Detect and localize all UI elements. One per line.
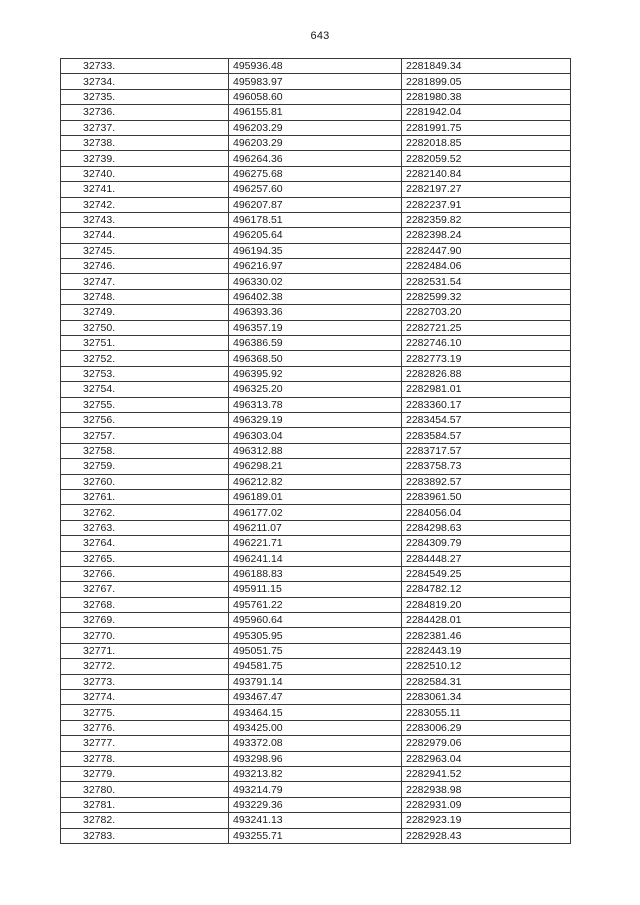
- y-coordinate-cell: 2282826.88: [402, 366, 571, 381]
- y-coordinate-cell: 2283061.34: [402, 690, 571, 705]
- x-coordinate-cell: 496357.19: [229, 320, 402, 335]
- x-coordinate-cell: 493241.13: [229, 813, 402, 828]
- y-coordinate-cell: 2281980.38: [402, 89, 571, 104]
- x-coordinate-cell: 493213.82: [229, 766, 402, 781]
- table-row: [61, 736, 571, 751]
- point-number-cell: 32743.: [61, 212, 229, 227]
- point-number-cell: 32754.: [61, 382, 229, 397]
- x-coordinate-cell: 493229.36: [229, 797, 402, 812]
- x-coordinate-cell: 493464.15: [229, 705, 402, 720]
- x-coordinate-cell: 496325.20: [229, 382, 402, 397]
- table-row: [61, 643, 571, 658]
- point-number-cell: 32781.: [61, 797, 229, 812]
- x-coordinate-cell: 496177.02: [229, 505, 402, 520]
- point-number-cell: 32756.: [61, 412, 229, 427]
- y-coordinate-cell: 2282018.85: [402, 135, 571, 150]
- x-coordinate-cell: 496241.14: [229, 551, 402, 566]
- y-coordinate-cell: 2281849.34: [402, 59, 571, 74]
- table-row: [61, 289, 571, 304]
- x-coordinate-cell: 496178.51: [229, 212, 402, 227]
- y-coordinate-cell: 2282721.25: [402, 320, 571, 335]
- point-number-cell: 32765.: [61, 551, 229, 566]
- point-number-cell: 32776.: [61, 720, 229, 735]
- point-number-cell: 32777.: [61, 736, 229, 751]
- point-number-cell: 32769.: [61, 613, 229, 628]
- table-row: [61, 259, 571, 274]
- y-coordinate-cell: 2282398.24: [402, 228, 571, 243]
- table-row: [61, 135, 571, 150]
- y-coordinate-cell: 2282359.82: [402, 212, 571, 227]
- point-number-cell: 32779.: [61, 766, 229, 781]
- x-coordinate-cell: 495051.75: [229, 643, 402, 658]
- table-row: [61, 89, 571, 104]
- table-row: [61, 243, 571, 258]
- point-number-cell: 32741.: [61, 182, 229, 197]
- point-number-cell: 32750.: [61, 320, 229, 335]
- x-coordinate-cell: 495305.95: [229, 628, 402, 643]
- table-row: [61, 536, 571, 551]
- table-row: [61, 520, 571, 535]
- x-coordinate-cell: 496298.21: [229, 459, 402, 474]
- y-coordinate-cell: 2282599.32: [402, 289, 571, 304]
- x-coordinate-cell: 496203.29: [229, 135, 402, 150]
- x-coordinate-cell: 496330.02: [229, 274, 402, 289]
- table-row: [61, 105, 571, 120]
- x-coordinate-cell: 496194.35: [229, 243, 402, 258]
- x-coordinate-cell: 496264.36: [229, 151, 402, 166]
- point-number-cell: 32761.: [61, 489, 229, 504]
- table-row: [61, 551, 571, 566]
- y-coordinate-cell: 2282941.52: [402, 766, 571, 781]
- y-coordinate-cell: 2282443.19: [402, 643, 571, 658]
- table-row: [61, 443, 571, 458]
- table-row: [61, 59, 571, 74]
- y-coordinate-cell: 2283892.57: [402, 474, 571, 489]
- y-coordinate-cell: 2281942.04: [402, 105, 571, 120]
- y-coordinate-cell: 2282923.19: [402, 813, 571, 828]
- point-number-cell: 32778.: [61, 751, 229, 766]
- y-coordinate-cell: 2283758.73: [402, 459, 571, 474]
- point-number-cell: 32766.: [61, 566, 229, 581]
- x-coordinate-cell: 495911.15: [229, 582, 402, 597]
- table-row: [61, 782, 571, 797]
- point-number-cell: 32734.: [61, 74, 229, 89]
- y-coordinate-cell: 2283360.17: [402, 397, 571, 412]
- y-coordinate-cell: 2283584.57: [402, 428, 571, 443]
- point-number-cell: 32740.: [61, 166, 229, 181]
- y-coordinate-cell: 2282484.06: [402, 259, 571, 274]
- y-coordinate-cell: 2282928.43: [402, 828, 571, 843]
- coordinate-table-body: [61, 59, 571, 844]
- point-number-cell: 32783.: [61, 828, 229, 843]
- x-coordinate-cell: 496275.68: [229, 166, 402, 181]
- point-number-cell: 32736.: [61, 105, 229, 120]
- y-coordinate-cell: 2282584.31: [402, 674, 571, 689]
- x-coordinate-cell: 495761.22: [229, 597, 402, 612]
- table-row: [61, 166, 571, 181]
- x-coordinate-cell: 496368.50: [229, 351, 402, 366]
- page-number: 643: [310, 30, 330, 42]
- y-coordinate-cell: 2282773.19: [402, 351, 571, 366]
- point-number-cell: 32768.: [61, 597, 229, 612]
- point-number-cell: 32738.: [61, 135, 229, 150]
- table-row: [61, 613, 571, 628]
- y-coordinate-cell: 2282703.20: [402, 305, 571, 320]
- point-number-cell: 32758.: [61, 443, 229, 458]
- table-row: [61, 74, 571, 89]
- y-coordinate-cell: 2282197.27: [402, 182, 571, 197]
- y-coordinate-cell: 2281899.05: [402, 74, 571, 89]
- x-coordinate-cell: 496312.88: [229, 443, 402, 458]
- table-row: [61, 366, 571, 381]
- y-coordinate-cell: 2282981.01: [402, 382, 571, 397]
- table-row: [61, 674, 571, 689]
- point-number-cell: 32739.: [61, 151, 229, 166]
- table-row: [61, 766, 571, 781]
- y-coordinate-cell: 2284819.20: [402, 597, 571, 612]
- y-coordinate-cell: 2283055.11: [402, 705, 571, 720]
- point-number-cell: 32744.: [61, 228, 229, 243]
- point-number-cell: 32763.: [61, 520, 229, 535]
- point-number-cell: 32771.: [61, 643, 229, 658]
- y-coordinate-cell: 2282140.84: [402, 166, 571, 181]
- x-coordinate-cell: 496393.36: [229, 305, 402, 320]
- x-coordinate-cell: 496303.04: [229, 428, 402, 443]
- y-coordinate-cell: 2282979.06: [402, 736, 571, 751]
- point-number-cell: 32748.: [61, 289, 229, 304]
- x-coordinate-cell: 496188.83: [229, 566, 402, 581]
- y-coordinate-cell: 2282963.04: [402, 751, 571, 766]
- x-coordinate-cell: 496155.81: [229, 105, 402, 120]
- y-coordinate-cell: 2282746.10: [402, 336, 571, 351]
- point-number-cell: 32772.: [61, 659, 229, 674]
- x-coordinate-cell: 496203.29: [229, 120, 402, 135]
- table-row: [61, 659, 571, 674]
- table-row: [61, 459, 571, 474]
- point-number-cell: 32735.: [61, 89, 229, 104]
- table-row: [61, 228, 571, 243]
- x-coordinate-cell: 493467.47: [229, 690, 402, 705]
- y-coordinate-cell: 2283961.50: [402, 489, 571, 504]
- y-coordinate-cell: 2282381.46: [402, 628, 571, 643]
- table-row: [61, 120, 571, 135]
- table-row: [61, 505, 571, 520]
- table-row: [61, 320, 571, 335]
- y-coordinate-cell: 2282059.52: [402, 151, 571, 166]
- point-number-cell: 32770.: [61, 628, 229, 643]
- point-number-cell: 32749.: [61, 305, 229, 320]
- point-number-cell: 32757.: [61, 428, 229, 443]
- y-coordinate-cell: 2284782.12: [402, 582, 571, 597]
- y-coordinate-cell: 2284056.04: [402, 505, 571, 520]
- x-coordinate-cell: 496211.07: [229, 520, 402, 535]
- point-number-cell: 32755.: [61, 397, 229, 412]
- table-row: [61, 751, 571, 766]
- point-number-cell: 32760.: [61, 474, 229, 489]
- y-coordinate-cell: 2281991.75: [402, 120, 571, 135]
- x-coordinate-cell: 496189.01: [229, 489, 402, 504]
- table-row: [61, 597, 571, 612]
- x-coordinate-cell: 496329.19: [229, 412, 402, 427]
- x-coordinate-cell: 496395.92: [229, 366, 402, 381]
- table-row: [61, 489, 571, 504]
- table-row: [61, 336, 571, 351]
- table-row: [61, 305, 571, 320]
- point-number-cell: 32753.: [61, 366, 229, 381]
- x-coordinate-cell: 493298.96: [229, 751, 402, 766]
- table-row: [61, 197, 571, 212]
- x-coordinate-cell: 496221.71: [229, 536, 402, 551]
- y-coordinate-cell: 2282447.90: [402, 243, 571, 258]
- x-coordinate-cell: 494581.75: [229, 659, 402, 674]
- x-coordinate-cell: 496205.64: [229, 228, 402, 243]
- table-row: [61, 428, 571, 443]
- x-coordinate-cell: 493255.71: [229, 828, 402, 843]
- coordinate-table: [60, 58, 571, 844]
- x-coordinate-cell: 496386.59: [229, 336, 402, 351]
- x-coordinate-cell: 496058.60: [229, 89, 402, 104]
- x-coordinate-cell: 496402.38: [229, 289, 402, 304]
- point-number-cell: 32742.: [61, 197, 229, 212]
- point-number-cell: 32737.: [61, 120, 229, 135]
- x-coordinate-cell: 495936.48: [229, 59, 402, 74]
- point-number-cell: 32759.: [61, 459, 229, 474]
- point-number-cell: 32752.: [61, 351, 229, 366]
- y-coordinate-cell: 2282938.98: [402, 782, 571, 797]
- table-row: [61, 797, 571, 812]
- point-number-cell: 32773.: [61, 674, 229, 689]
- point-number-cell: 32746.: [61, 259, 229, 274]
- table-row: [61, 720, 571, 735]
- point-number-cell: 32751.: [61, 336, 229, 351]
- y-coordinate-cell: 2282237.91: [402, 197, 571, 212]
- x-coordinate-cell: 493425.00: [229, 720, 402, 735]
- table-row: [61, 566, 571, 581]
- point-number-cell: 32745.: [61, 243, 229, 258]
- x-coordinate-cell: 493791.14: [229, 674, 402, 689]
- table-row: [61, 813, 571, 828]
- point-number-cell: 32774.: [61, 690, 229, 705]
- point-number-cell: 32762.: [61, 505, 229, 520]
- x-coordinate-cell: 496212.82: [229, 474, 402, 489]
- y-coordinate-cell: 2282531.54: [402, 274, 571, 289]
- table-row: [61, 705, 571, 720]
- x-coordinate-cell: 493214.79: [229, 782, 402, 797]
- table-row: [61, 382, 571, 397]
- y-coordinate-cell: 2283717.57: [402, 443, 571, 458]
- y-coordinate-cell: 2284549.25: [402, 566, 571, 581]
- y-coordinate-cell: 2284428.01: [402, 613, 571, 628]
- table-row: [61, 628, 571, 643]
- y-coordinate-cell: 2284448.27: [402, 551, 571, 566]
- x-coordinate-cell: 496313.78: [229, 397, 402, 412]
- point-number-cell: 32780.: [61, 782, 229, 797]
- x-coordinate-cell: 496257.60: [229, 182, 402, 197]
- table-row: [61, 397, 571, 412]
- y-coordinate-cell: 2284309.79: [402, 536, 571, 551]
- point-number-cell: 32733.: [61, 59, 229, 74]
- table-row: [61, 151, 571, 166]
- table-row: [61, 828, 571, 843]
- y-coordinate-cell: 2282931.09: [402, 797, 571, 812]
- table-row: [61, 474, 571, 489]
- x-coordinate-cell: 493372.08: [229, 736, 402, 751]
- x-coordinate-cell: 496216.97: [229, 259, 402, 274]
- table-row: [61, 351, 571, 366]
- table-row: [61, 412, 571, 427]
- point-number-cell: 32747.: [61, 274, 229, 289]
- point-number-cell: 32775.: [61, 705, 229, 720]
- x-coordinate-cell: 495960.64: [229, 613, 402, 628]
- point-number-cell: 32767.: [61, 582, 229, 597]
- table-row: [61, 274, 571, 289]
- x-coordinate-cell: 495983.97: [229, 74, 402, 89]
- y-coordinate-cell: 2283454.57: [402, 412, 571, 427]
- table-row: [61, 182, 571, 197]
- y-coordinate-cell: 2283006.29: [402, 720, 571, 735]
- x-coordinate-cell: 496207.87: [229, 197, 402, 212]
- table-row: [61, 212, 571, 227]
- table-row: [61, 690, 571, 705]
- y-coordinate-cell: 2284298.63: [402, 520, 571, 535]
- y-coordinate-cell: 2282510.12: [402, 659, 571, 674]
- point-number-cell: 32782.: [61, 813, 229, 828]
- table-row: [61, 582, 571, 597]
- point-number-cell: 32764.: [61, 536, 229, 551]
